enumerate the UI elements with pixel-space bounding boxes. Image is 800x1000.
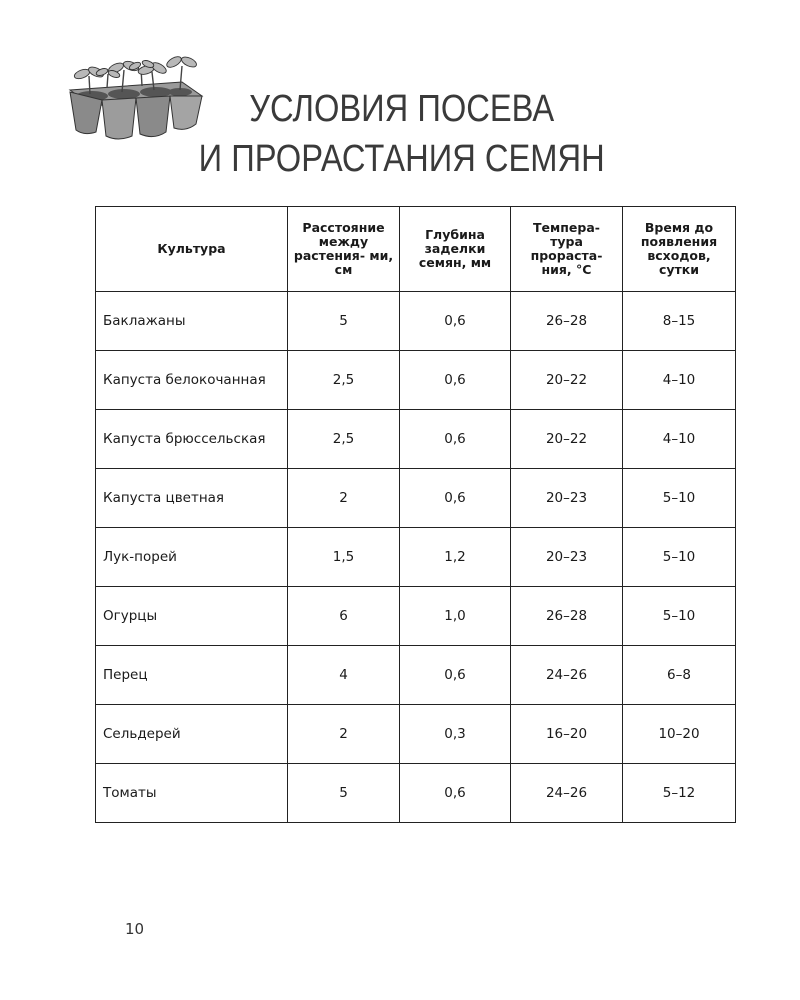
cell-depth: 0,6	[400, 410, 511, 469]
cell-crop: Капуста брюссельская	[96, 410, 288, 469]
cell-temperature: 20–23	[511, 528, 623, 587]
header-germination-time: Время до появления всходов, сутки	[623, 207, 736, 292]
header-depth: Глубина заделки семян, мм	[400, 207, 511, 292]
cell-temperature: 24–26	[511, 646, 623, 705]
page-number: 10	[125, 920, 145, 938]
cell-temperature: 16–20	[511, 705, 623, 764]
cell-crop: Капуста белокочанная	[96, 351, 288, 410]
cell-spacing: 2,5	[288, 410, 400, 469]
page-title	[58, 84, 746, 184]
cell-spacing: 5	[288, 764, 400, 823]
table-row	[96, 705, 736, 764]
table-row	[96, 764, 736, 823]
table-row	[96, 528, 736, 587]
cell-spacing: 2,5	[288, 351, 400, 410]
table-row	[96, 410, 736, 469]
header-temperature: Темпера- тура прораста- ния, °С	[511, 207, 623, 292]
cell-depth: 0,6	[400, 469, 511, 528]
header-crop: Культура	[96, 207, 288, 292]
cell-crop: Перец	[96, 646, 288, 705]
cell-depth: 0,6	[400, 646, 511, 705]
seed-conditions-table	[95, 206, 736, 823]
cell-spacing: 2	[288, 705, 400, 764]
cell-germination-time: 4–10	[623, 410, 736, 469]
table-row	[96, 292, 736, 351]
table-row	[96, 351, 736, 410]
cell-spacing: 1,5	[288, 528, 400, 587]
table-row	[96, 587, 736, 646]
cell-germination-time: 5–10	[623, 469, 736, 528]
table-header-row	[96, 207, 736, 292]
cell-depth: 1,0	[400, 587, 511, 646]
cell-depth: 0,6	[400, 292, 511, 351]
cell-depth: 1,2	[400, 528, 511, 587]
cell-crop: Томаты	[96, 764, 288, 823]
cell-germination-time: 5–12	[623, 764, 736, 823]
cell-crop: Огурцы	[96, 587, 288, 646]
cell-crop: Лук-порей	[96, 528, 288, 587]
table-row	[96, 646, 736, 705]
cell-spacing: 4	[288, 646, 400, 705]
cell-depth: 0,3	[400, 705, 511, 764]
cell-germination-time: 5–10	[623, 528, 736, 587]
header-spacing: Расстояние между растения- ми, см	[288, 207, 400, 292]
cell-germination-time: 8–15	[623, 292, 736, 351]
cell-depth: 0,6	[400, 351, 511, 410]
cell-spacing: 2	[288, 469, 400, 528]
cell-crop: Баклажаны	[96, 292, 288, 351]
cell-temperature: 24–26	[511, 764, 623, 823]
cell-crop: Сельдерей	[96, 705, 288, 764]
cell-depth: 0,6	[400, 764, 511, 823]
cell-crop: Капуста цветная	[96, 469, 288, 528]
title-line-2: И ПРОРАСТАНИЯ СЕМЯН	[198, 138, 605, 180]
cell-temperature: 20–23	[511, 469, 623, 528]
cell-temperature: 20–22	[511, 351, 623, 410]
table-row	[96, 469, 736, 528]
cell-temperature: 26–28	[511, 587, 623, 646]
cell-temperature: 20–22	[511, 410, 623, 469]
cell-temperature: 26–28	[511, 292, 623, 351]
cell-spacing: 5	[288, 292, 400, 351]
title-line-1: УСЛОВИЯ ПОСЕВА	[249, 88, 555, 130]
cell-spacing: 6	[288, 587, 400, 646]
cell-germination-time: 4–10	[623, 351, 736, 410]
cell-germination-time: 10–20	[623, 705, 736, 764]
cell-germination-time: 6–8	[623, 646, 736, 705]
cell-germination-time: 5–10	[623, 587, 736, 646]
